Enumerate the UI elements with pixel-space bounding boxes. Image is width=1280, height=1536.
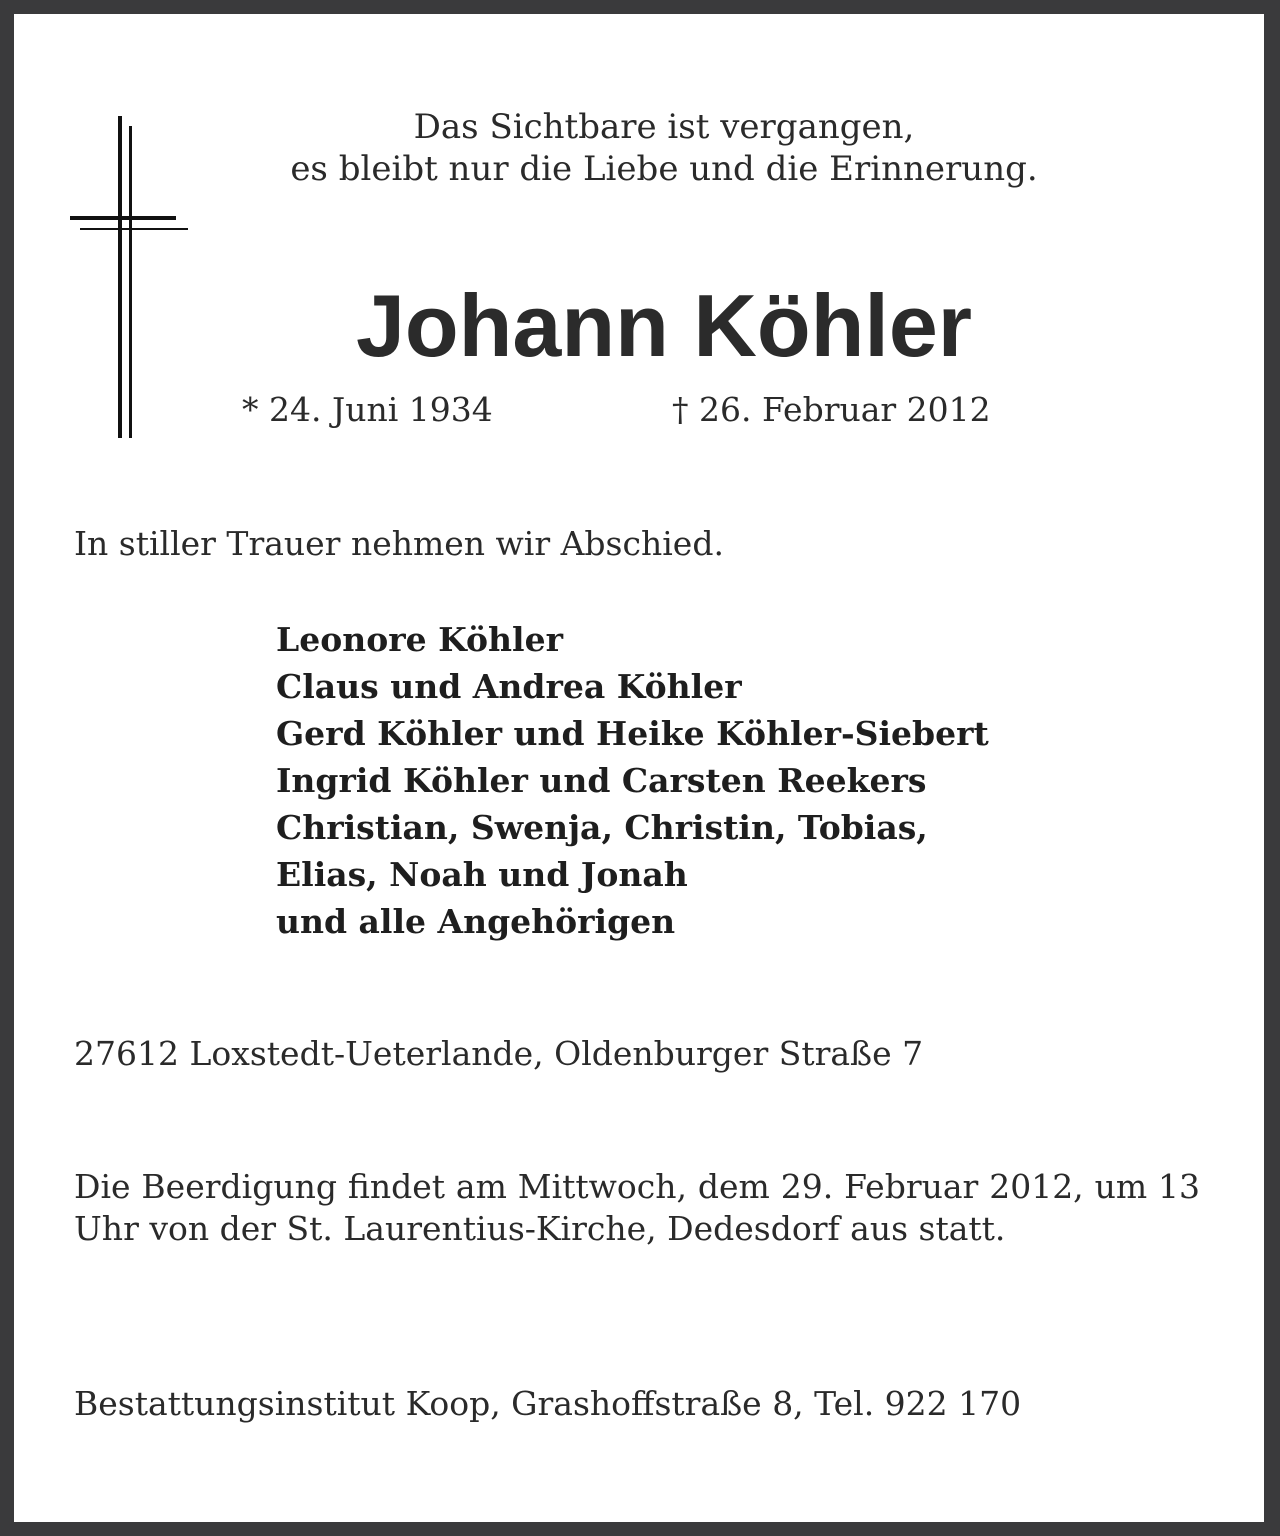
- mourner-line: Leonore Köhler: [276, 620, 563, 659]
- obituary-notice: [14, 14, 1264, 1522]
- motto-line-2: es bleibt nur die Liebe und die Erinnerung.: [290, 149, 1038, 189]
- deceased-name: Johann Köhler: [355, 276, 973, 375]
- mourner-line: Gerd Köhler und Heike Köhler-Siebert: [276, 714, 989, 753]
- mourner-line: Elias, Noah und Jonah: [276, 855, 688, 894]
- family-address: 27612 Loxstedt-Ueterlande, Oldenburger Straße 7: [74, 1034, 924, 1073]
- mourner-line: Christian, Swenja, Christin, Tobias,: [276, 808, 928, 847]
- death-date: † 26. Februar 2012: [672, 390, 991, 429]
- mourners-list: [276, 616, 989, 945]
- mourner-line: Ingrid Köhler und Carsten Reekers: [276, 761, 927, 800]
- motto: [154, 106, 1174, 190]
- undertaker-info: Bestattungsinstitut Koop, Grashoffstraße 8, Tel. 922 170: [74, 1384, 1022, 1423]
- mourner-line: Claus und Andrea Köhler: [276, 667, 742, 706]
- mourner-line: und alle Angehörigen: [276, 902, 676, 941]
- motto-line-1: Das Sichtbare ist vergangen,: [413, 107, 915, 147]
- farewell-text: In stiller Trauer nehmen wir Abschied.: [74, 524, 724, 563]
- funeral-details: Die Beerdigung findet am Mittwoch, dem 29. Februar 2012, um 13 Uhr von der St. Laurentius-Kirche, Dedesdorf aus statt.: [74, 1167, 1200, 1248]
- birth-date: * 24. Juni 1934: [242, 390, 493, 429]
